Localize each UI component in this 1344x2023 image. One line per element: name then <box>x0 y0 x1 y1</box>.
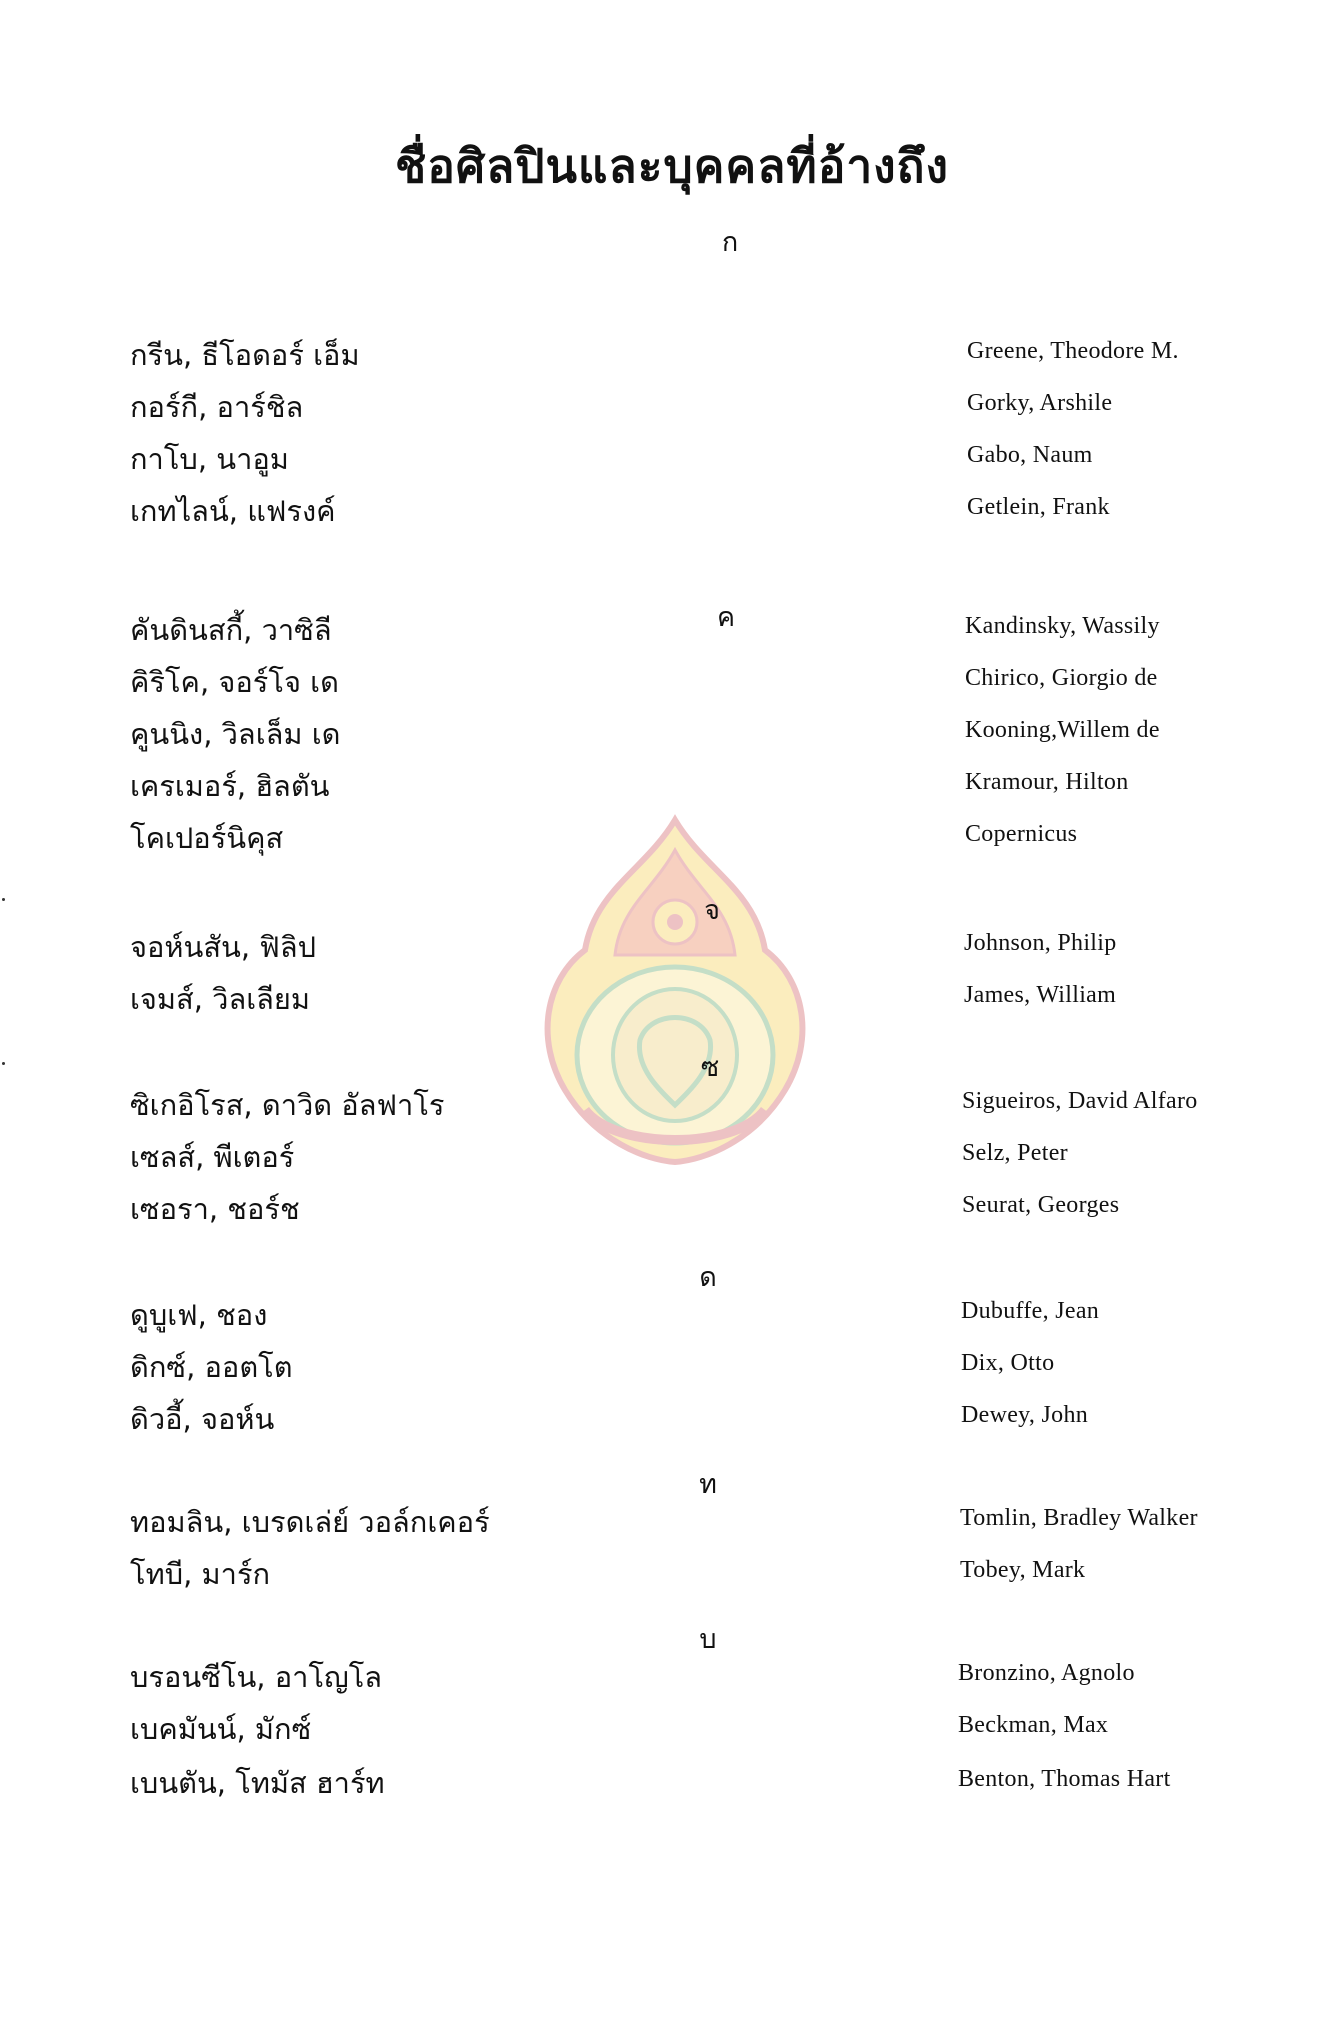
artist-name-english: Seurat, Georges <box>962 1192 1120 1218</box>
artist-name-thai: ดิกซ์, ออตโต <box>130 1350 293 1384</box>
artist-name-english: Copernicus <box>965 821 1078 847</box>
artist-name-thai: คิริโค, จอร์โจ เด <box>130 665 339 699</box>
artist-name-thai: กอร์กี, อาร์ชิล <box>130 390 304 424</box>
artist-name-english: Chirico, Giorgio de <box>965 665 1158 691</box>
artist-name-english: Kramour, Hilton <box>965 769 1129 795</box>
artist-name-english: Bronzino, Agnolo <box>958 1660 1135 1686</box>
section-letter: ด <box>699 1262 717 1293</box>
artist-name-thai: จอห์นสัน, ฟิลิป <box>130 930 317 964</box>
artist-name-thai: กรีน, ธีโอดอร์ เอ็ม <box>130 338 360 372</box>
artist-name-english: Dix, Otto <box>961 1350 1055 1376</box>
artist-name-english: Kooning,Willem de <box>965 717 1160 743</box>
artist-name-thai: เครเมอร์, ฮิลตัน <box>130 769 330 803</box>
artist-name-thai: ดิวอี้, จอห์น <box>130 1402 275 1436</box>
section-letter: จ <box>704 895 720 926</box>
artist-name-thai: ดูบูเฟ, ชอง <box>130 1298 268 1332</box>
artist-name-english: Gorky, Arshile <box>967 390 1113 416</box>
artist-name-english: Gabo, Naum <box>967 442 1093 468</box>
artist-name-thai: เกทไลน์, แฟรงค์ <box>130 494 336 528</box>
artist-name-thai: เจมส์, วิลเลียม <box>130 982 311 1016</box>
section-letter: ค <box>716 602 736 633</box>
section-letter: บ <box>699 1624 717 1655</box>
artist-name-english: Selz, Peter <box>962 1140 1068 1166</box>
artist-name-english: Tomlin, Bradley Walker <box>960 1505 1198 1531</box>
artist-name-thai: คูนนิง, วิลเล็ม เด <box>130 717 341 751</box>
artist-name-thai: บรอนซีโน, อาโญโล <box>130 1660 383 1694</box>
institution-seal-watermark <box>525 810 825 1170</box>
artist-name-english: Dewey, John <box>961 1402 1089 1428</box>
artist-name-thai: ซิเกอิโรส, ดาวิด อัลฟาโร <box>130 1088 445 1122</box>
artist-name-thai: เซอรา, ชอร์ช <box>130 1192 300 1226</box>
artist-name-english: Beckman, Max <box>958 1712 1109 1738</box>
artist-name-thai: โคเปอร์นิคุส <box>130 821 284 855</box>
artist-name-english: Dubuffe, Jean <box>961 1298 1100 1324</box>
artist-name-english: Sigueiros, David Alfaro <box>962 1088 1198 1114</box>
artist-name-english: Greene, Theodore M. <box>967 338 1179 364</box>
margin-mark <box>2 898 5 901</box>
section-letter: ก <box>721 227 739 258</box>
artist-name-thai: เซลส์, พีเตอร์ <box>130 1140 295 1174</box>
margin-mark <box>2 1062 5 1065</box>
artist-name-thai: เบนตัน, โทมัส ฮาร์ท <box>130 1766 385 1800</box>
section-letter: ท <box>699 1469 717 1500</box>
artist-name-thai: ทอมลิน, เบรดเล่ย์ วอล์กเคอร์ <box>130 1505 490 1539</box>
artist-name-english: Tobey, Mark <box>960 1557 1086 1583</box>
section-letter: ซ <box>700 1052 720 1083</box>
artist-name-thai: เบคมันน์, มักซ์ <box>130 1712 312 1746</box>
artist-name-english: Getlein, Frank <box>967 494 1110 520</box>
artist-name-english: Johnson, Philip <box>964 930 1117 956</box>
artist-name-thai: กาโบ, นาอูม <box>130 442 289 476</box>
artist-name-thai: โทบี, มาร์ก <box>130 1557 271 1591</box>
artist-name-english: James, William <box>964 982 1117 1008</box>
page-title: ชื่อศิลปินและบุคคลที่อ้างถึง <box>395 139 949 193</box>
artist-name-english: Kandinsky, Wassily <box>965 613 1160 639</box>
artist-name-thai: คันดินสกี้, วาซิลี <box>130 613 332 647</box>
artist-name-english: Benton, Thomas Hart <box>958 1766 1171 1792</box>
